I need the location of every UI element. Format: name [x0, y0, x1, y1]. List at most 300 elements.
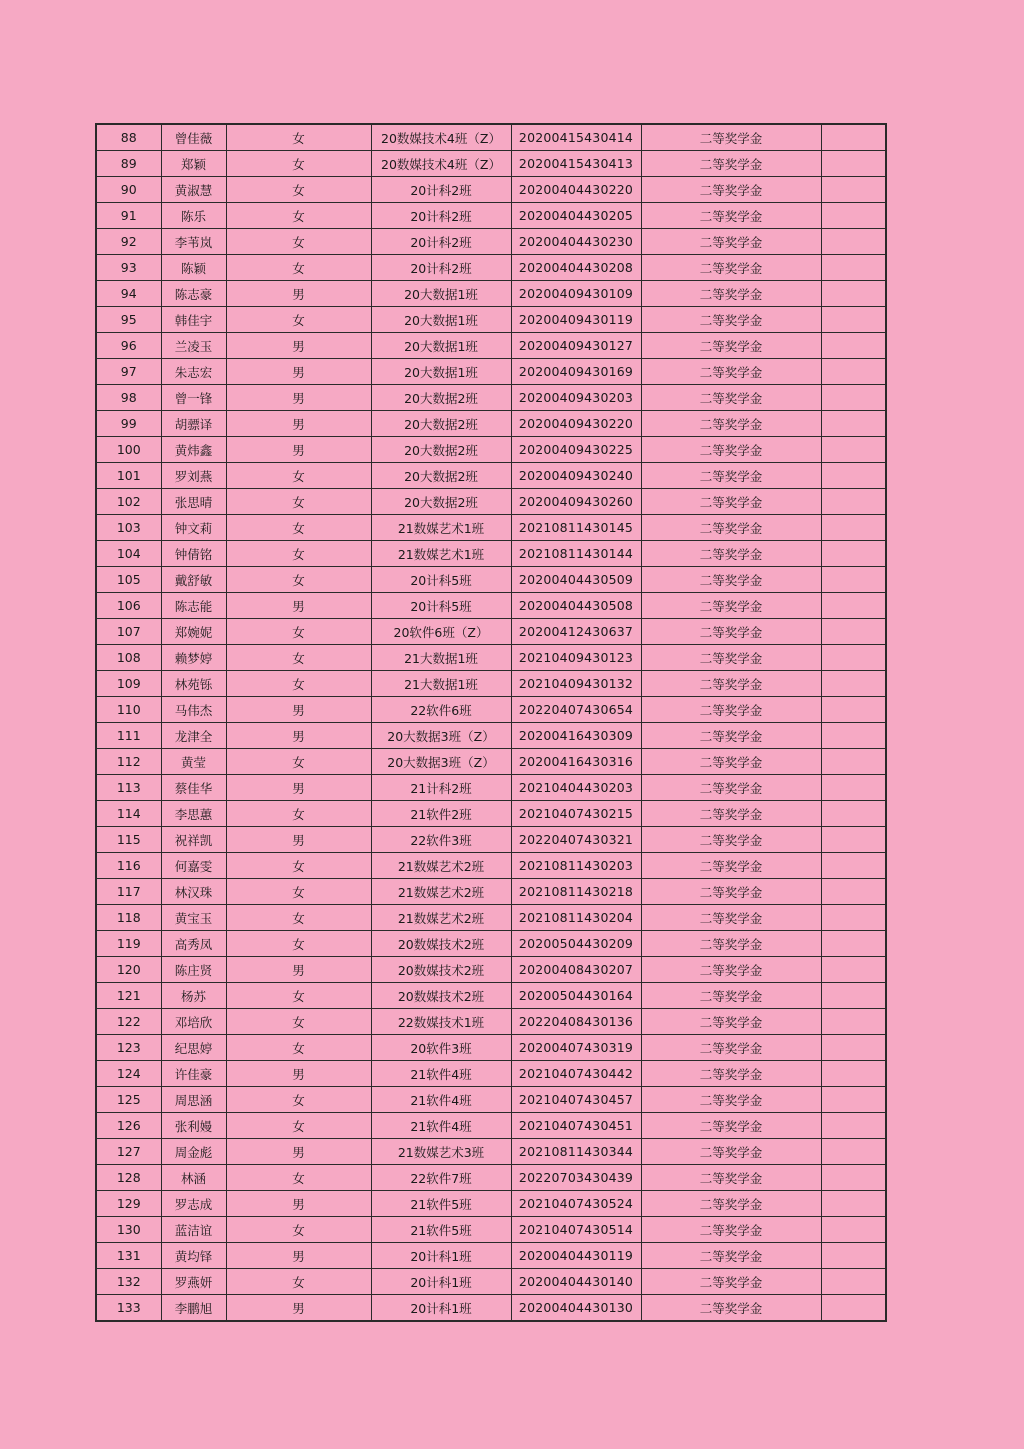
student-name: 兰凌玉 — [161, 333, 226, 359]
student-class: 22软件6班 — [371, 697, 511, 723]
student-class: 20大数据2班 — [371, 385, 511, 411]
remark-cell — [821, 411, 886, 437]
row-number: 89 — [96, 151, 161, 177]
remark-cell — [821, 1217, 886, 1243]
award-level: 二等奖学金 — [641, 931, 821, 957]
award-level: 二等奖学金 — [641, 229, 821, 255]
table-row — [96, 1139, 886, 1165]
row-number: 131 — [96, 1243, 161, 1269]
award-level: 二等奖学金 — [641, 1009, 821, 1035]
student-gender: 女 — [226, 671, 371, 697]
student-class: 20数媒技术4班（Z） — [371, 151, 511, 177]
student-gender: 女 — [226, 515, 371, 541]
student-class: 20大数据1班 — [371, 359, 511, 385]
remark-cell — [821, 879, 886, 905]
student-id: 20210407430524 — [511, 1191, 641, 1217]
student-class: 20大数据3班（Z） — [371, 723, 511, 749]
student-class: 21数媒艺术2班 — [371, 905, 511, 931]
table-row — [96, 1269, 886, 1295]
student-gender: 女 — [226, 853, 371, 879]
remark-cell — [821, 541, 886, 567]
remark-cell — [821, 333, 886, 359]
row-number: 115 — [96, 827, 161, 853]
student-class: 21大数据1班 — [371, 671, 511, 697]
row-number: 90 — [96, 177, 161, 203]
student-id: 20200404430119 — [511, 1243, 641, 1269]
student-class: 21数媒艺术2班 — [371, 853, 511, 879]
student-gender: 女 — [226, 801, 371, 827]
student-name: 钟倩铭 — [161, 541, 226, 567]
student-class: 21计科2班 — [371, 775, 511, 801]
student-id: 20210811430145 — [511, 515, 641, 541]
student-name: 陈颖 — [161, 255, 226, 281]
remark-cell — [821, 229, 886, 255]
student-id: 20200404430509 — [511, 567, 641, 593]
student-id: 20200409430169 — [511, 359, 641, 385]
student-name: 陈志能 — [161, 593, 226, 619]
student-name: 陈庄贤 — [161, 957, 226, 983]
student-gender: 女 — [226, 463, 371, 489]
student-name: 罗志成 — [161, 1191, 226, 1217]
student-name: 罗刘燕 — [161, 463, 226, 489]
table-row — [96, 567, 886, 593]
student-name: 陈志豪 — [161, 281, 226, 307]
student-class: 20计科5班 — [371, 567, 511, 593]
table-row — [96, 281, 886, 307]
student-id: 20200404430508 — [511, 593, 641, 619]
student-class: 20计科2班 — [371, 177, 511, 203]
award-level: 二等奖学金 — [641, 723, 821, 749]
award-level: 二等奖学金 — [641, 619, 821, 645]
remark-cell — [821, 1243, 886, 1269]
remark-cell — [821, 385, 886, 411]
student-class: 21软件5班 — [371, 1217, 511, 1243]
student-gender: 女 — [226, 1035, 371, 1061]
student-class: 21软件5班 — [371, 1191, 511, 1217]
student-id: 20200412430637 — [511, 619, 641, 645]
remark-cell — [821, 177, 886, 203]
row-number: 99 — [96, 411, 161, 437]
student-gender: 女 — [226, 255, 371, 281]
award-level: 二等奖学金 — [641, 905, 821, 931]
student-id: 20200409430119 — [511, 307, 641, 333]
award-level: 二等奖学金 — [641, 515, 821, 541]
student-gender: 女 — [226, 645, 371, 671]
award-level: 二等奖学金 — [641, 437, 821, 463]
student-id: 20200404430220 — [511, 177, 641, 203]
award-level: 二等奖学金 — [641, 957, 821, 983]
award-level: 二等奖学金 — [641, 177, 821, 203]
row-number: 126 — [96, 1113, 161, 1139]
remark-cell — [821, 515, 886, 541]
remark-cell — [821, 1139, 886, 1165]
row-number: 108 — [96, 645, 161, 671]
remark-cell — [821, 931, 886, 957]
student-id: 20210407430215 — [511, 801, 641, 827]
student-class: 21数媒艺术3班 — [371, 1139, 511, 1165]
award-level: 二等奖学金 — [641, 801, 821, 827]
award-level: 二等奖学金 — [641, 203, 821, 229]
award-level: 二等奖学金 — [641, 411, 821, 437]
student-class: 21软件4班 — [371, 1061, 511, 1087]
row-number: 114 — [96, 801, 161, 827]
student-name: 赖梦婷 — [161, 645, 226, 671]
student-gender: 女 — [226, 1217, 371, 1243]
student-name: 黄淑慧 — [161, 177, 226, 203]
student-class: 20计科1班 — [371, 1269, 511, 1295]
student-id: 20200404430230 — [511, 229, 641, 255]
row-number: 111 — [96, 723, 161, 749]
student-name: 马伟杰 — [161, 697, 226, 723]
row-number: 110 — [96, 697, 161, 723]
table-row — [96, 1295, 886, 1322]
student-gender: 女 — [226, 124, 371, 151]
student-gender: 女 — [226, 1269, 371, 1295]
student-class: 20计科5班 — [371, 593, 511, 619]
student-name: 杨苏 — [161, 983, 226, 1009]
student-name: 戴舒敏 — [161, 567, 226, 593]
table-row — [96, 255, 886, 281]
row-number: 122 — [96, 1009, 161, 1035]
student-class: 21数媒艺术1班 — [371, 515, 511, 541]
award-level: 二等奖学金 — [641, 333, 821, 359]
award-level: 二等奖学金 — [641, 1061, 821, 1087]
student-name: 李鹏旭 — [161, 1295, 226, 1322]
row-number: 102 — [96, 489, 161, 515]
table-row — [96, 1191, 886, 1217]
award-level: 二等奖学金 — [641, 749, 821, 775]
row-number: 106 — [96, 593, 161, 619]
student-gender: 女 — [226, 1165, 371, 1191]
award-level: 二等奖学金 — [641, 593, 821, 619]
student-class: 21大数据1班 — [371, 645, 511, 671]
student-name: 蔡佳华 — [161, 775, 226, 801]
row-number: 117 — [96, 879, 161, 905]
student-class: 22软件7班 — [371, 1165, 511, 1191]
remark-cell — [821, 905, 886, 931]
student-gender: 女 — [226, 177, 371, 203]
award-level: 二等奖学金 — [641, 359, 821, 385]
student-name: 钟文莉 — [161, 515, 226, 541]
student-id: 20200504430209 — [511, 931, 641, 957]
row-number: 132 — [96, 1269, 161, 1295]
remark-cell — [821, 1087, 886, 1113]
table-row — [96, 983, 886, 1009]
remark-cell — [821, 307, 886, 333]
remark-cell — [821, 255, 886, 281]
student-name: 周思涵 — [161, 1087, 226, 1113]
remark-cell — [821, 203, 886, 229]
student-gender: 女 — [226, 1113, 371, 1139]
student-gender: 男 — [226, 411, 371, 437]
student-name: 陈乐 — [161, 203, 226, 229]
table-row — [96, 229, 886, 255]
table-row — [96, 385, 886, 411]
remark-cell — [821, 1295, 886, 1322]
student-id: 20210404430203 — [511, 775, 641, 801]
student-gender: 男 — [226, 359, 371, 385]
row-number: 101 — [96, 463, 161, 489]
table-row — [96, 1243, 886, 1269]
student-name: 龙津全 — [161, 723, 226, 749]
row-number: 96 — [96, 333, 161, 359]
award-level: 二等奖学金 — [641, 671, 821, 697]
student-id: 20200409430225 — [511, 437, 641, 463]
row-number: 113 — [96, 775, 161, 801]
student-class: 20大数据1班 — [371, 281, 511, 307]
student-gender: 男 — [226, 723, 371, 749]
student-gender: 女 — [226, 749, 371, 775]
award-level: 二等奖学金 — [641, 489, 821, 515]
remark-cell — [821, 697, 886, 723]
table-row — [96, 463, 886, 489]
remark-cell — [821, 619, 886, 645]
student-gender: 女 — [226, 931, 371, 957]
table-row — [96, 1009, 886, 1035]
student-id: 20210407430451 — [511, 1113, 641, 1139]
row-number: 127 — [96, 1139, 161, 1165]
award-level: 二等奖学金 — [641, 879, 821, 905]
student-id: 20210811430344 — [511, 1139, 641, 1165]
row-number: 95 — [96, 307, 161, 333]
student-name: 曾一锋 — [161, 385, 226, 411]
award-level: 二等奖学金 — [641, 697, 821, 723]
student-id: 20210811430144 — [511, 541, 641, 567]
award-level: 二等奖学金 — [641, 281, 821, 307]
award-level: 二等奖学金 — [641, 567, 821, 593]
student-gender: 男 — [226, 697, 371, 723]
table-row — [96, 359, 886, 385]
student-class: 21软件4班 — [371, 1113, 511, 1139]
student-gender: 女 — [226, 151, 371, 177]
award-level: 二等奖学金 — [641, 827, 821, 853]
row-number: 128 — [96, 1165, 161, 1191]
student-name: 许佳豪 — [161, 1061, 226, 1087]
student-name: 蓝洁谊 — [161, 1217, 226, 1243]
student-id: 20220408430136 — [511, 1009, 641, 1035]
row-number: 116 — [96, 853, 161, 879]
student-id: 20200409430203 — [511, 385, 641, 411]
student-gender: 女 — [226, 1087, 371, 1113]
award-level: 二等奖学金 — [641, 1243, 821, 1269]
student-id: 20200409430220 — [511, 411, 641, 437]
student-gender: 女 — [226, 307, 371, 333]
student-id: 20200407430319 — [511, 1035, 641, 1061]
student-id: 20200415430413 — [511, 151, 641, 177]
student-name: 黄莹 — [161, 749, 226, 775]
table-row — [96, 1035, 886, 1061]
table-row — [96, 619, 886, 645]
remark-cell — [821, 1165, 886, 1191]
student-class: 20数媒技术2班 — [371, 957, 511, 983]
row-number: 123 — [96, 1035, 161, 1061]
row-number: 118 — [96, 905, 161, 931]
award-level: 二等奖学金 — [641, 1295, 821, 1322]
table-row — [96, 723, 886, 749]
table-row — [96, 1061, 886, 1087]
student-class: 20大数据2班 — [371, 437, 511, 463]
student-class: 22软件3班 — [371, 827, 511, 853]
student-class: 20数媒技术2班 — [371, 931, 511, 957]
table-row — [96, 177, 886, 203]
award-level: 二等奖学金 — [641, 645, 821, 671]
student-id: 20200404430140 — [511, 1269, 641, 1295]
remark-cell — [821, 1061, 886, 1087]
student-id: 20200409430109 — [511, 281, 641, 307]
student-class: 20计科2班 — [371, 203, 511, 229]
student-id: 20200415430414 — [511, 124, 641, 151]
row-number: 133 — [96, 1295, 161, 1322]
student-id: 20220703430439 — [511, 1165, 641, 1191]
student-gender: 女 — [226, 879, 371, 905]
table-row — [96, 697, 886, 723]
student-class: 20大数据3班（Z） — [371, 749, 511, 775]
student-id: 20220407430321 — [511, 827, 641, 853]
student-name: 胡骠译 — [161, 411, 226, 437]
award-level: 二等奖学金 — [641, 124, 821, 151]
student-id: 20220407430654 — [511, 697, 641, 723]
remark-cell — [821, 151, 886, 177]
award-level: 二等奖学金 — [641, 151, 821, 177]
student-name: 林苑铄 — [161, 671, 226, 697]
row-number: 120 — [96, 957, 161, 983]
remark-cell — [821, 593, 886, 619]
row-number: 93 — [96, 255, 161, 281]
student-name: 李思蕙 — [161, 801, 226, 827]
student-gender: 男 — [226, 827, 371, 853]
student-class: 21数媒艺术1班 — [371, 541, 511, 567]
student-name: 周金彪 — [161, 1139, 226, 1165]
award-level: 二等奖学金 — [641, 1191, 821, 1217]
table-row — [96, 801, 886, 827]
table-row — [96, 1165, 886, 1191]
student-name: 祝祥凯 — [161, 827, 226, 853]
student-id: 20200409430127 — [511, 333, 641, 359]
award-level: 二等奖学金 — [641, 853, 821, 879]
student-name: 罗燕妍 — [161, 1269, 226, 1295]
remark-cell — [821, 1009, 886, 1035]
student-class: 20数媒技术2班 — [371, 983, 511, 1009]
student-name: 张思晴 — [161, 489, 226, 515]
student-id: 20200404430208 — [511, 255, 641, 281]
remark-cell — [821, 437, 886, 463]
table-row — [96, 749, 886, 775]
student-id: 20210407430442 — [511, 1061, 641, 1087]
row-number: 105 — [96, 567, 161, 593]
row-number: 125 — [96, 1087, 161, 1113]
student-class: 21数媒艺术2班 — [371, 879, 511, 905]
student-class: 20数媒技术4班（Z） — [371, 124, 511, 151]
student-name: 何嘉雯 — [161, 853, 226, 879]
student-name: 曾佳薇 — [161, 124, 226, 151]
table-row — [96, 1217, 886, 1243]
row-number: 112 — [96, 749, 161, 775]
table-row — [96, 541, 886, 567]
student-name: 纪思婷 — [161, 1035, 226, 1061]
student-class: 20软件6班（Z） — [371, 619, 511, 645]
student-gender: 男 — [226, 593, 371, 619]
remark-cell — [821, 359, 886, 385]
remark-cell — [821, 775, 886, 801]
row-number: 103 — [96, 515, 161, 541]
student-class: 20计科2班 — [371, 255, 511, 281]
student-class: 20计科1班 — [371, 1243, 511, 1269]
remark-cell — [821, 463, 886, 489]
row-number: 129 — [96, 1191, 161, 1217]
student-name: 郑颖 — [161, 151, 226, 177]
table-row — [96, 437, 886, 463]
student-class: 20大数据2班 — [371, 489, 511, 515]
table-row — [96, 879, 886, 905]
student-name: 黄炜鑫 — [161, 437, 226, 463]
student-id: 20200404430130 — [511, 1295, 641, 1322]
table-row — [96, 775, 886, 801]
table-row — [96, 671, 886, 697]
student-id: 20200504430164 — [511, 983, 641, 1009]
table-row — [96, 333, 886, 359]
remark-cell — [821, 124, 886, 151]
student-name: 黄宝玉 — [161, 905, 226, 931]
award-level: 二等奖学金 — [641, 385, 821, 411]
table-row — [96, 1087, 886, 1113]
student-gender: 女 — [226, 567, 371, 593]
student-class: 20计科1班 — [371, 1295, 511, 1322]
student-gender: 男 — [226, 775, 371, 801]
table-row — [96, 645, 886, 671]
student-name: 黄均铎 — [161, 1243, 226, 1269]
student-class: 20大数据2班 — [371, 463, 511, 489]
student-class: 20大数据2班 — [371, 411, 511, 437]
student-id: 20200404430205 — [511, 203, 641, 229]
student-class: 20计科2班 — [371, 229, 511, 255]
table-row — [96, 1113, 886, 1139]
award-level: 二等奖学金 — [641, 255, 821, 281]
table-row — [96, 151, 886, 177]
student-id: 20210407430457 — [511, 1087, 641, 1113]
remark-cell — [821, 671, 886, 697]
table-row — [96, 827, 886, 853]
remark-cell — [821, 281, 886, 307]
student-name: 邓培欣 — [161, 1009, 226, 1035]
student-class: 20软件3班 — [371, 1035, 511, 1061]
student-name: 林涵 — [161, 1165, 226, 1191]
award-level: 二等奖学金 — [641, 1269, 821, 1295]
student-gender: 男 — [226, 333, 371, 359]
table-row — [96, 853, 886, 879]
student-name: 李苇岚 — [161, 229, 226, 255]
remark-cell — [821, 801, 886, 827]
student-gender: 女 — [226, 905, 371, 931]
row-number: 97 — [96, 359, 161, 385]
remark-cell — [821, 567, 886, 593]
remark-cell — [821, 489, 886, 515]
award-level: 二等奖学金 — [641, 541, 821, 567]
student-id: 20200409430240 — [511, 463, 641, 489]
row-number: 91 — [96, 203, 161, 229]
student-id: 20210811430203 — [511, 853, 641, 879]
student-id: 20200416430309 — [511, 723, 641, 749]
student-gender: 男 — [226, 1139, 371, 1165]
row-number: 100 — [96, 437, 161, 463]
remark-cell — [821, 957, 886, 983]
award-level: 二等奖学金 — [641, 1139, 821, 1165]
student-id: 20210407430514 — [511, 1217, 641, 1243]
row-number: 124 — [96, 1061, 161, 1087]
remark-cell — [821, 1113, 886, 1139]
table-row — [96, 489, 886, 515]
table-row — [96, 905, 886, 931]
student-name: 郑婉妮 — [161, 619, 226, 645]
